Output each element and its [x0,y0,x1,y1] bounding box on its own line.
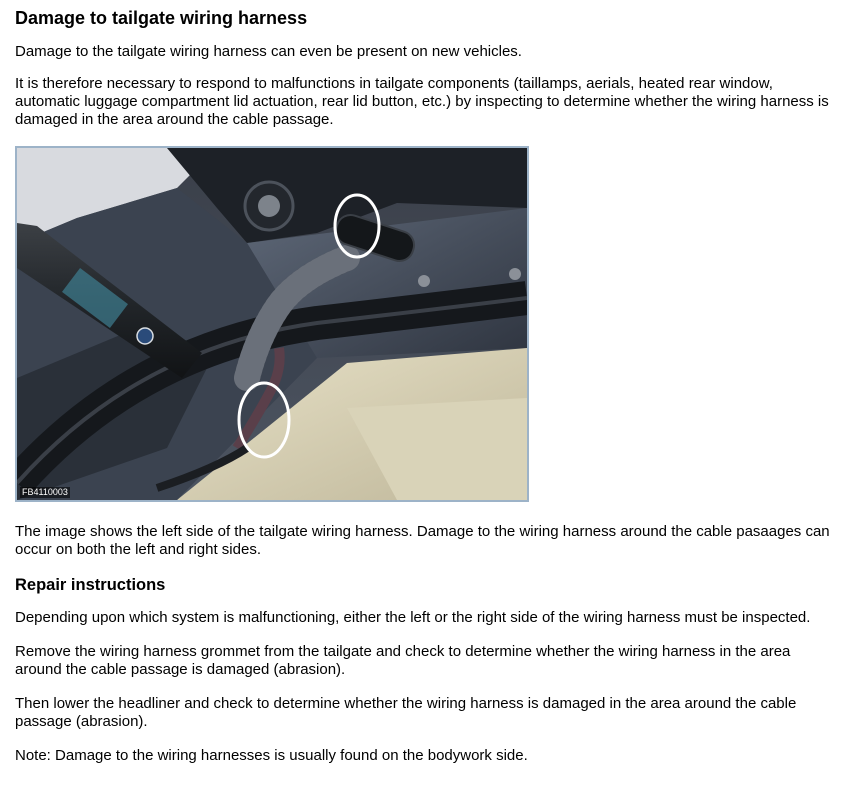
repair-heading: Repair instructions [15,576,166,594]
figure-code: FB4110003 [22,487,68,497]
intro-paragraph: Damage to the tailgate wiring harness can even be present on new vehicles. [15,43,522,60]
photo-illustration [17,148,527,500]
tailgate-harness-photo [15,146,529,502]
repair-note: Note: Damage to the wiring harnesses is usually found on the bodywork side. [15,747,528,764]
repair-step: Remove the wiring harness grommet from the tailgate and check to determine whether the wiring harness in the area around the cable passage is damaged (abrasion). [15,643,791,678]
repair-step: Then lower the headliner and check to determine whether the wiring harness is damaged in the area around the cable passage (abrasion). [15,695,797,730]
inspection-paragraph: It is therefore necessary to respond to malfunctions in tailgate components (taillamps, aerials, heated rear window, automatic luggage compartment lid actuation, rear lid button, etc.) by inspecting to determine whether the wiring harness is damaged in the area around the cable passage. [15,75,829,128]
photo-bolt [509,268,521,280]
figure-caption: The image shows the left side of the tailgate wiring harness. Damage to the wiring harness around the cable pasaages can occur on both the left and right sides. [15,523,830,558]
photo-strut-badge [137,328,153,344]
photo-bolt [418,275,430,287]
page-title: Damage to tailgate wiring harness [15,8,308,28]
repair-step: Depending upon which system is malfunctioning, either the left or the right side of the wiring harness must be inspected. [15,609,811,626]
document [15,0,835,765]
